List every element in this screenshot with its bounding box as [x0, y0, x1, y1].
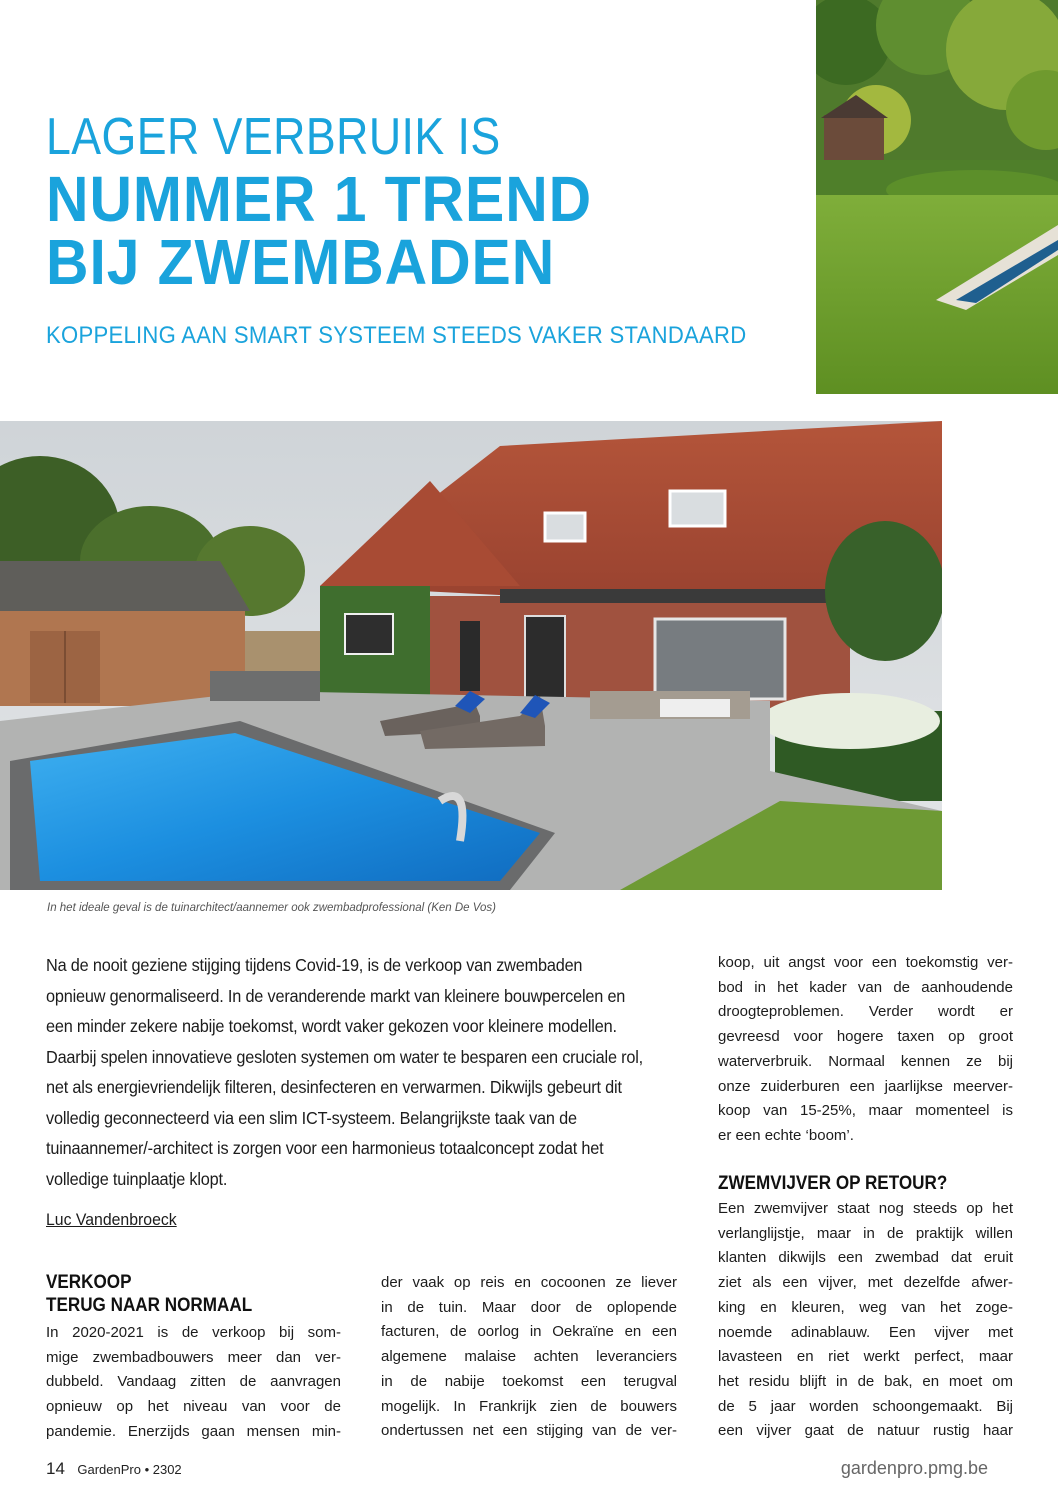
title-line-3: BIJ ZWEMBADEN [46, 226, 556, 298]
magazine-issue: GardenPro • 2302 [77, 1462, 182, 1477]
author-byline: Luc Vandenbroeck [46, 1210, 177, 1229]
body-line: klanten dikwijls een zwembad dat eruit [718, 1249, 1013, 1267]
house-pool-photo [0, 421, 942, 890]
body-line: dubbeld. Vandaag zitten de aanvragen [46, 1373, 341, 1391]
body-line: in de nabije toekomst een terugval [381, 1372, 677, 1390]
garden-pool-photo-top [816, 0, 1058, 394]
section-heading-verkoop [46, 1271, 252, 1317]
body-line: lavasteen en riet werkt perfect, maar [718, 1348, 1013, 1366]
body-line: noemde adinablauw. Een vijver met [718, 1323, 1013, 1341]
body-line: bod in het kader van de aanhoudende [718, 978, 1013, 996]
intro-line: Daarbij spelen innovatieve gesloten systemen om water te besparen een cruciale rol, [46, 1046, 644, 1067]
website-url: gardenpro.pmg.be [840, 1458, 988, 1478]
body-line: er een echte ‘boom’. [718, 1126, 854, 1144]
body-line: Een zwemvijver staat nog steeds op het [718, 1200, 1013, 1217]
title-line-1: LAGER VERBRUIK IS [46, 108, 501, 166]
page-footer-left [46, 1459, 182, 1479]
body-line: gevreesd voor hogere taxen op groot [718, 1028, 1013, 1046]
intro-line: volledige tuinplaatje klopt. [46, 1168, 228, 1189]
body-line: in de tuin. Maar door de oplopende [381, 1298, 677, 1316]
section-heading-zwemvijver: ZWEMVIJVER OP RETOUR? [718, 1173, 948, 1194]
body-line: mogelijk. In Frankrijk zien de bouwers [381, 1397, 677, 1415]
subtitle: KOPPELING AAN SMART SYSTEEM STEEDS VAKER STANDAARD [46, 322, 747, 349]
body-line: opnieuw op het niveau van voor de [46, 1398, 341, 1416]
body-column-right-section2 [718, 1197, 1013, 1444]
body-column-right [718, 951, 1013, 1149]
body-line: pandemie. Enerzijds gaan mensen min- [46, 1422, 341, 1440]
body-line: koop, uit angst voor een toekomstig ver- [718, 954, 1013, 971]
body-line: ondertussen net een stijging van de ver- [381, 1422, 677, 1440]
body-line: waterverbruik. Normaal kennen ze bij [718, 1052, 1013, 1070]
body-line: verlanglijstje, maar in de praktijk willen [718, 1224, 1013, 1242]
intro-line: Na de nooit geziene stijging tijdens Covid-19, is de verkoop van zwembaden [46, 955, 583, 975]
body-line: mige zwembadbouwers meer dan ver- [46, 1348, 341, 1366]
intro-line: opnieuw genormaliseerd. In de veranderende markt van kleinere bouwpercelen en [46, 985, 626, 1006]
title-line-2: NUMMER 1 TREND [46, 163, 593, 235]
body-line: onze zuiderburen een jaarlijkse meerver- [718, 1077, 1013, 1095]
body-line: ziet als een vijver, met dezelfde afwer- [718, 1274, 1013, 1292]
section-heading-line: TERUG NAAR NORMAAL [46, 1295, 253, 1316]
body-line: der vaak op reis en cocoonen ze liever [381, 1274, 677, 1291]
intro-line: een minder zekere nabije toekomst, wordt vaker gekozen voor kleinere modellen. [46, 1016, 617, 1036]
page-number: 14 [46, 1459, 65, 1478]
body-line: een vijver gaat de natuur rustig haar [718, 1422, 1013, 1440]
section-heading-line: VERKOOP [46, 1272, 132, 1293]
body-line: king en kleuren, weg van het zoge- [718, 1298, 1013, 1316]
intro-line: volledig geconnecteerd via een slim ICT-systeem. Belangrijkste taak van de [46, 1107, 577, 1128]
body-line: koop van 15-25%, maar momenteel is [718, 1102, 1013, 1120]
body-line: In 2020-2021 is de verkoop bij som- [46, 1324, 341, 1341]
intro-line: tuinaannemer/-architect is zorgen voor een harmonieus totaalconcept zodat het [46, 1138, 604, 1158]
body-line: algemene malaise achten leveranciers [381, 1348, 677, 1366]
body-line: facturen, de oorlog in Oekraïne en een [381, 1323, 677, 1341]
body-line: droogteproblemen. Verder wordt er [718, 1003, 1013, 1021]
intro-paragraph [46, 950, 686, 1194]
intro-line: net als energievriendelijk filteren, desinfecteren en verwarmen. Dikwijls gebeurt dit [46, 1077, 622, 1097]
body-column-middle [381, 1271, 677, 1444]
photo-caption: In het ideale geval is de tuinarchitect/aannemer ook zwembadprofessional (Ken De Vos) [47, 902, 496, 914]
body-column-left [46, 1321, 341, 1445]
body-line: de 5 jaar worden schoongemaakt. Bij [718, 1397, 1013, 1415]
body-line: het residu blijft in de bak, en moet om [718, 1372, 1013, 1390]
